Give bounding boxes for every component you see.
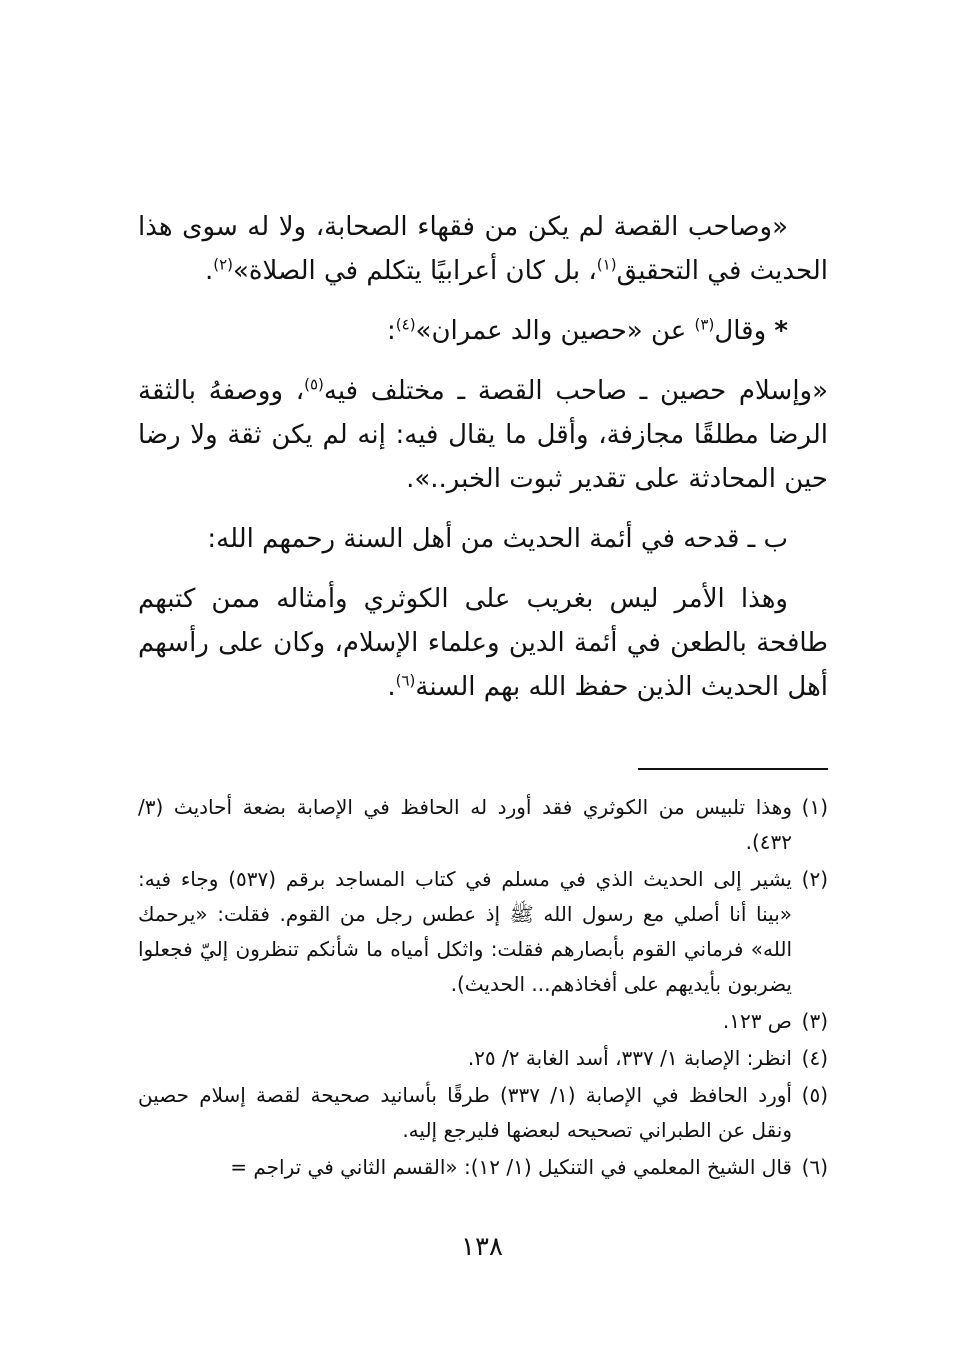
footnote-text: وهذا تلبيس من الكوثري فقد أورد له الحافظ في الإصابة بضعة أحاديث (٣/ ٤٣٢). — [138, 795, 792, 854]
footnote-5 — [138, 1078, 828, 1148]
footnote-number: (٣) — [801, 1009, 828, 1033]
footnote-ref-4[interactable]: (٤) — [395, 315, 416, 334]
paragraph-intro — [138, 309, 828, 353]
footnote-1 — [138, 790, 828, 860]
paragraph-quote-1 — [138, 205, 828, 293]
paragraph-text: ، ووصفهُ بالثقة الرضا مطلقًا مجازفة، وأقل ما يقال فيه: إنه لم يكن ثقة ولا رضا حين المحادثة على تقدير ثبوت الخبر..». — [138, 376, 828, 494]
footnote-6 — [138, 1150, 828, 1185]
footnote-3 — [138, 1004, 828, 1039]
paragraph-text: وقال — [714, 316, 775, 346]
footnote-text: قال الشيخ المعلمي في التنكيل (١/ ١٢): «القسم الثاني في تراجم = — [230, 1155, 792, 1179]
footnote-number: (٥) — [801, 1083, 828, 1107]
paragraph-text: «وصاحب القصة لم يكن من فقهاء الصحابة، ولا له سوى هذا الحديث في التحقيق — [138, 212, 828, 286]
footnote-text: يشير إلى الحديث الذي في مسلم في كتاب المساجد برقم (٥٣٧) وجاء فيه: «بينا أنا أصلي مع رسول الله ﷺ إذ عطس رجل من القوم. فقلت: «يرحمك الله» فرماني القوم بأبصارهم فقلت: واثكل أمياه ما شأنكم تنظرون إليّ فجعلوا يضربون بأيديهم على أفخاذهم... الحديث). — [138, 867, 792, 996]
heading-text: ب ـ قدحه في أئمة الحديث من أهل السنة رحمهم الله: — [207, 524, 788, 554]
footnote-ref-2[interactable]: (٢) — [213, 255, 233, 274]
footnote-text: انظر: الإصابة ١/ ٣٣٧، أسد الغابة ٢/ ٢٥. — [467, 1046, 792, 1070]
footnote-number: (٢) — [801, 867, 828, 891]
paragraph-end: . — [204, 256, 214, 286]
paragraph-text: وهذا الأمر ليس بغريب على الكوثري وأمثاله ممن كتبهم طافحة بالطعن في أئمة الدين وعلماء الإسلام، وكان على رأسهم أهل الحديث الذين حفظ الله بهم السنة — [138, 584, 828, 702]
paragraph-end: . — [387, 672, 396, 702]
footnote-text: أورد الحافظ في الإصابة (١/ ٣٣٧) طرقًا بأسانيد صحيحة لقصة إسلام حصين ونقل عن الطبراني تصحيحه لبعضها فليرجع إليه. — [138, 1083, 792, 1142]
footnote-number: (٤) — [801, 1046, 828, 1070]
footnote-ref-5[interactable]: (٥) — [304, 375, 324, 394]
paragraph-text: ، بل كان أعرابيًا يتكلم في الصلاة» — [232, 256, 597, 286]
paragraph-end: : — [387, 316, 396, 346]
footnote-2 — [138, 862, 828, 1002]
section-heading — [138, 517, 828, 561]
footnotes-section — [138, 790, 828, 1187]
paragraph-quote-2 — [138, 369, 828, 501]
page-number: ١٣٨ — [461, 1232, 503, 1262]
footnote-number: (١) — [801, 795, 828, 819]
footnote-4 — [138, 1041, 828, 1076]
asterisk-bullet-icon: * — [774, 316, 788, 346]
main-text — [138, 205, 828, 725]
paragraph-text: عن «حصين والد عمران» — [415, 316, 695, 346]
paragraph-text: «وإسلام حصين ـ صاحب القصة ـ مختلف فيه — [323, 376, 829, 406]
footnote-text: ص ١٢٣. — [722, 1009, 792, 1033]
footnote-ref-1[interactable]: (١) — [596, 255, 617, 274]
footnote-ref-3[interactable]: (٣) — [694, 315, 715, 334]
footnote-number: (٦) — [801, 1155, 828, 1179]
footnote-ref-6[interactable]: (٦) — [395, 671, 416, 690]
paragraph-body — [138, 577, 828, 709]
footnote-separator — [638, 768, 828, 770]
